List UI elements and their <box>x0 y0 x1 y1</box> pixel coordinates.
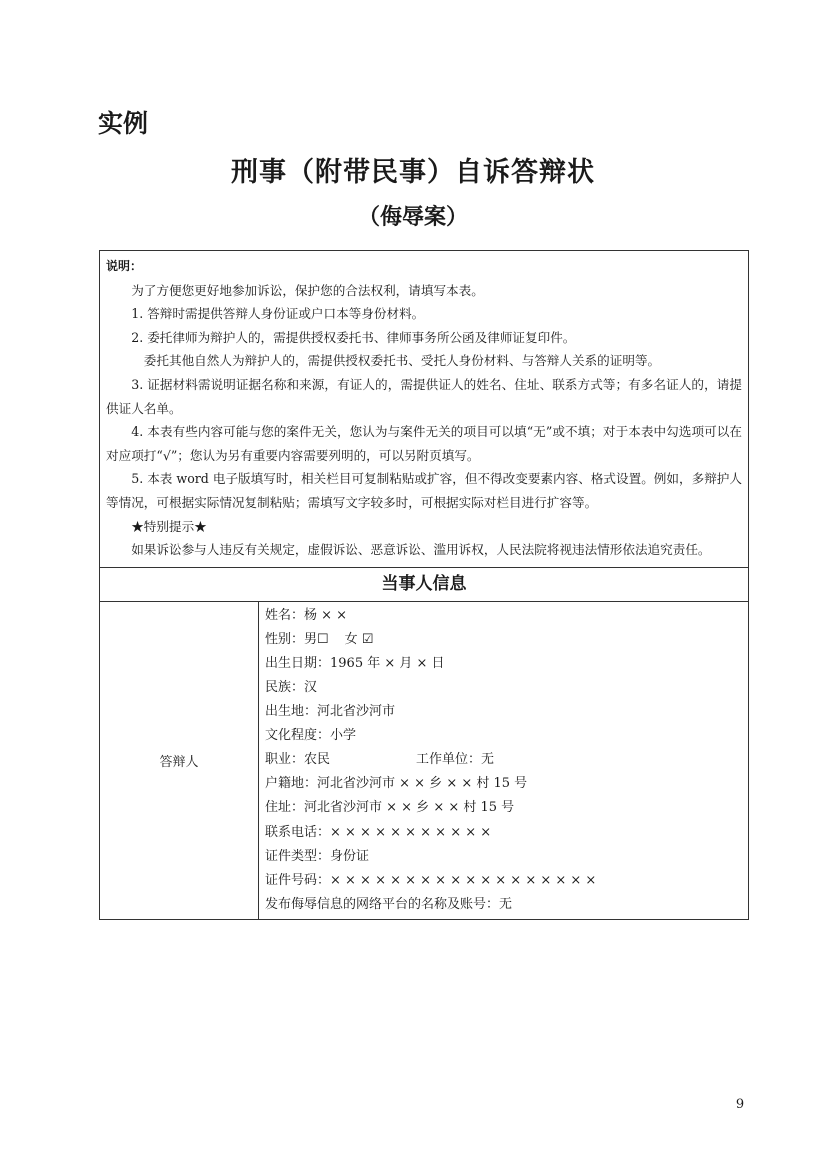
notes-item-2-extra: 委托其他自然人为辩护人的，需提供授权委托书、受托人身份材料、与答辩人关系的证明等。 <box>143 353 661 369</box>
notes-item-5: 5. 本表 word 电子版填写时，相关栏目可复制粘贴或扩容，但不得改变要素内容、格式设置。例如，多辩护人等情况，可根据实际情况复制粘贴；需填写文字较多时，可根据实际对栏目进行扩容等。 <box>106 471 742 510</box>
birthplace-field: 出生地：河北省沙河市 <box>265 704 396 720</box>
id-number-field: 证件号码：× × × × × × × × × × × × × × × × × × <box>265 872 597 888</box>
respondent-role-label: 答辩人 <box>100 601 259 919</box>
notes-item-3: 3. 证据材料需说明证据名称和来源，有证人的，需提供证人的姓名、住址、联系方式等；有多名证人的，请提供证人名单。 <box>106 376 742 416</box>
birthdate-field: 出生日期：1965 年 × 月 × 日 <box>265 655 445 671</box>
notes-heading: 说明： <box>106 259 143 273</box>
notes-item-1: 1. 答辩时需提供答辩人身份证或户口本等身份材料。 <box>131 306 425 322</box>
id-type-field: 证件类型：身份证 <box>265 848 370 864</box>
party-section-title: 当事人信息 <box>100 567 749 601</box>
platform-field: 发布侮辱信息的网络平台的名称及账号：无 <box>265 896 513 912</box>
respondent-row <box>100 601 749 919</box>
notes-item-4: 4. 本表有些内容可能与您的案件无关，您认为与案件无关的项目可以填“无”或不填；对于本表中勾选项可以在对应项打“√”；您认为另有重要内容需要列明的，可以另附页填写。 <box>106 424 742 463</box>
respondent-info <box>259 601 749 919</box>
special-notice-heading: ★特别提示★ <box>131 518 207 534</box>
document-title: 刑事（附带民事）自诉答辩状 <box>231 157 595 188</box>
employer-field: 工作单位：无 <box>416 752 495 768</box>
special-notice-text: 如果诉讼参与人违反有关规定，虚假诉讼、恶意诉讼、滥用诉权，人民法院将视违法情形依法追究责任。 <box>131 542 711 558</box>
page-number: 9 <box>735 1097 745 1112</box>
section-label: 实例 <box>98 109 149 138</box>
document-subtitle: （侮辱案） <box>357 205 468 230</box>
registered-residence-field: 户籍地：河北省沙河市 × × 乡 × × 村 15 号 <box>265 776 528 792</box>
notes-cell <box>100 251 749 568</box>
gender-male-label: 性别：男 <box>265 631 318 647</box>
gender-female-label: 女 <box>344 631 358 647</box>
ethnicity-field: 民族：汉 <box>265 680 318 695</box>
occupation-employer-field <box>265 748 742 772</box>
occupation-field: 职业：农民 <box>265 752 331 768</box>
notes-row <box>100 251 749 568</box>
checkbox-unchecked-icon: ☐ <box>317 631 329 647</box>
answer-form-table <box>99 250 749 920</box>
notes-intro: 为了方便您更好地参加诉讼，保护您的合法权利，请填写本表。 <box>131 282 484 298</box>
education-field: 文化程度：小学 <box>265 728 357 744</box>
notes-item-2: 2. 委托律师为辩护人的，需提供授权委托书、律师事务所公函及律师证复印件。 <box>131 329 576 345</box>
party-section-header-row <box>100 567 749 601</box>
name-field: 姓名：杨 × × <box>265 607 348 623</box>
gender-field <box>265 628 742 652</box>
checkbox-checked-icon: ☑ <box>361 631 374 647</box>
address-field: 住址：河北省沙河市 × × 乡 × × 村 15 号 <box>265 800 515 816</box>
phone-field: 联系电话：× × × × × × × × × × × <box>265 824 492 840</box>
